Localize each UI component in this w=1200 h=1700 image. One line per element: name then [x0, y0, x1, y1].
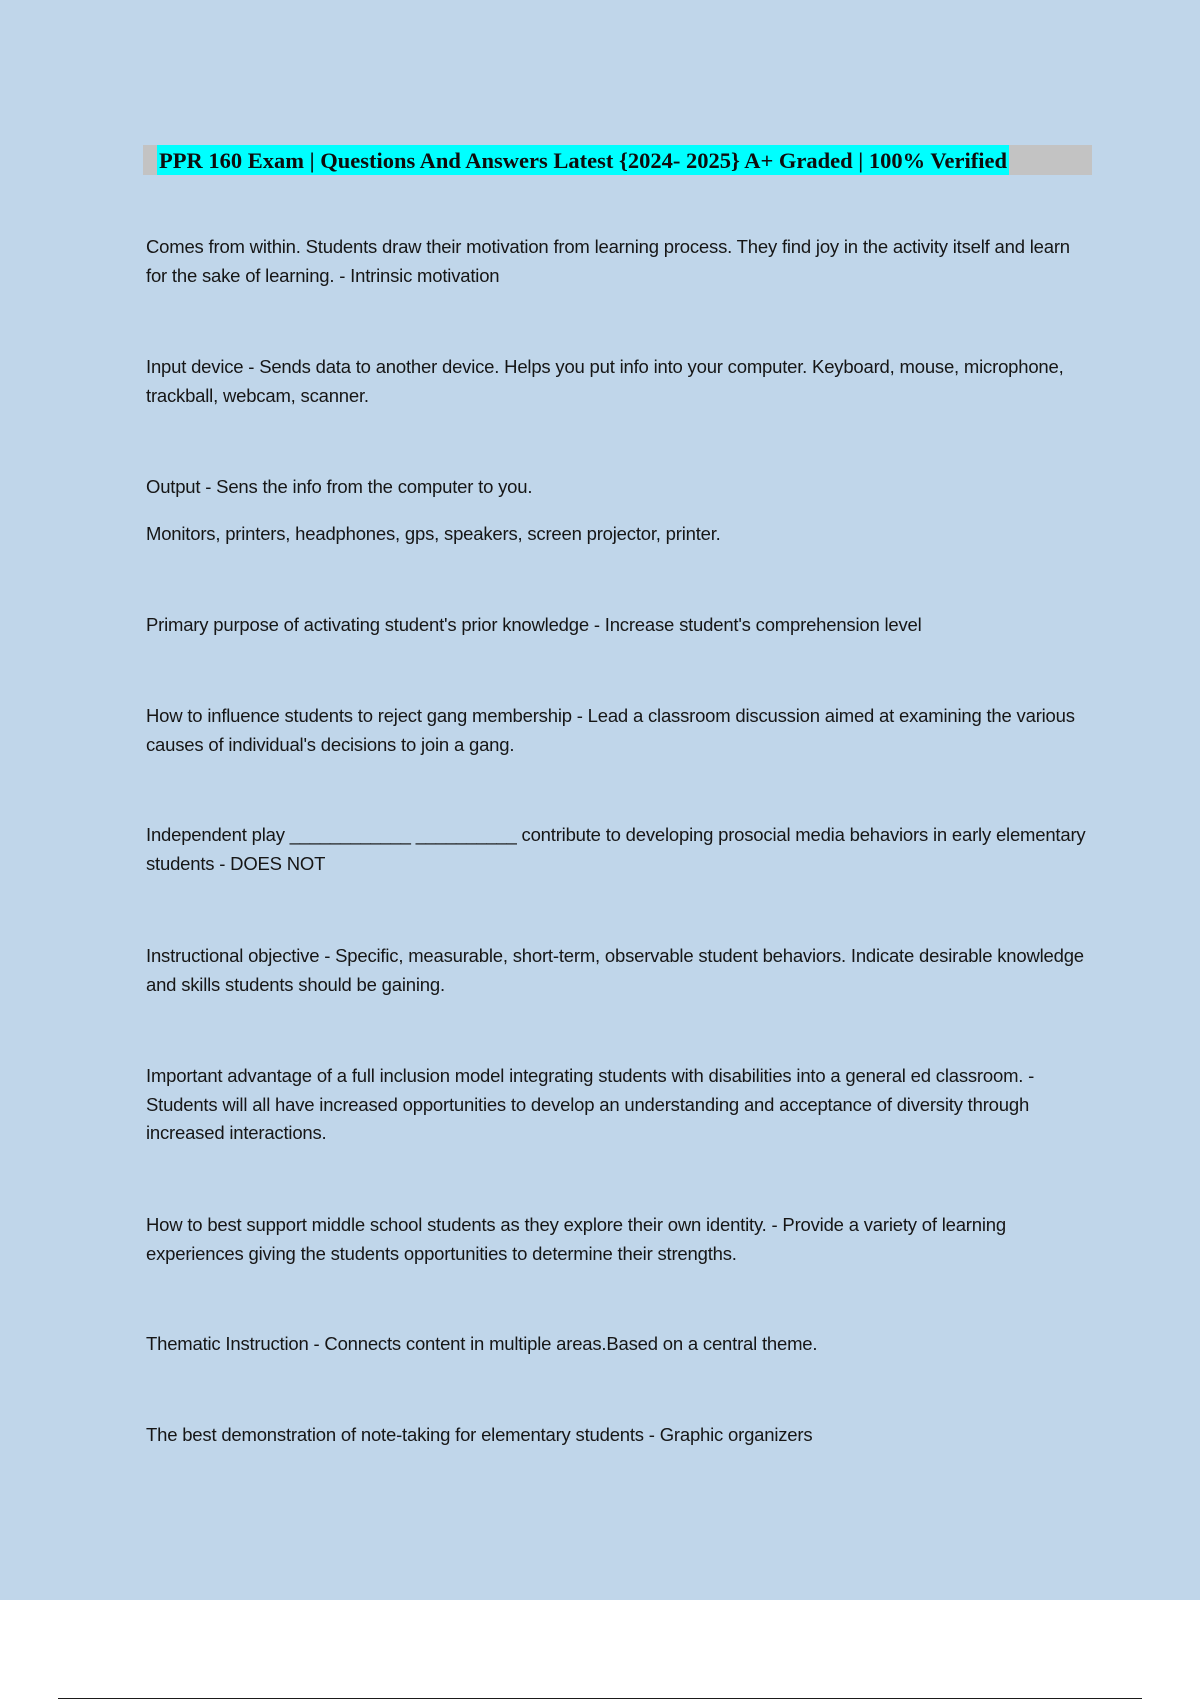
document-title: PPR 160 Exam | Questions And Answers Latest {2024- 2025} A+ Graded | 100% Verified — [157, 145, 1009, 175]
qa-entry-output-examples: Monitors, printers, headphones, gps, speakers, screen projector, printer. — [146, 523, 721, 544]
qa-entry-input-device: Input device - Sends data to another device. Helps you put info into your computer. Keyboard, mouse, microphone, trackball, webcam, scanner. — [146, 356, 1064, 406]
qa-entry-intrinsic-motivation: Comes from within. Students draw their motivation from learning process. They find joy in the activity itself and learn for the sake of learning. - Intrinsic motivation — [146, 236, 1070, 286]
title-band — [143, 145, 1092, 175]
qa-entry-instructional-objective: Instructional objective - Specific, measurable, short-term, observable student behaviors. Indicate desirable knowledge and skills students should be gaining. — [146, 945, 1084, 995]
qa-entry-gang-membership: How to influence students to reject gang membership - Lead a classroom discussion aimed at examining the various causes of individual's decisions to join a gang. — [146, 705, 1075, 755]
qa-entry-middle-school-identity: How to best support middle school students as they explore their own identity. - Provide a variety of learning experiences giving the students opportunities to determine their strengths. — [146, 1214, 1006, 1264]
qa-entry-output: Output - Sens the info from the computer to you. — [146, 476, 533, 497]
qa-entry-full-inclusion: Important advantage of a full inclusion model integrating students with disabilities into a general ed classroom. - Students will all have increased opportunities to develop an understanding and acceptance of diversity through increased interactions. — [146, 1065, 1035, 1143]
qa-entry-note-taking: The best demonstration of note-taking for elementary students - Graphic organizers — [146, 1424, 813, 1445]
qa-entry-thematic-instruction: Thematic Instruction - Connects content in multiple areas.Based on a central theme. — [146, 1333, 818, 1354]
qa-entry-prior-knowledge: Primary purpose of activating student's prior knowledge - Increase student's comprehension level — [146, 614, 922, 635]
qa-entry-independent-play: Independent play ____________ __________ contribute to developing prosocial media behaviors in early elementary students - DOES NOT — [146, 824, 1086, 874]
footer-divider — [58, 1698, 1142, 1699]
